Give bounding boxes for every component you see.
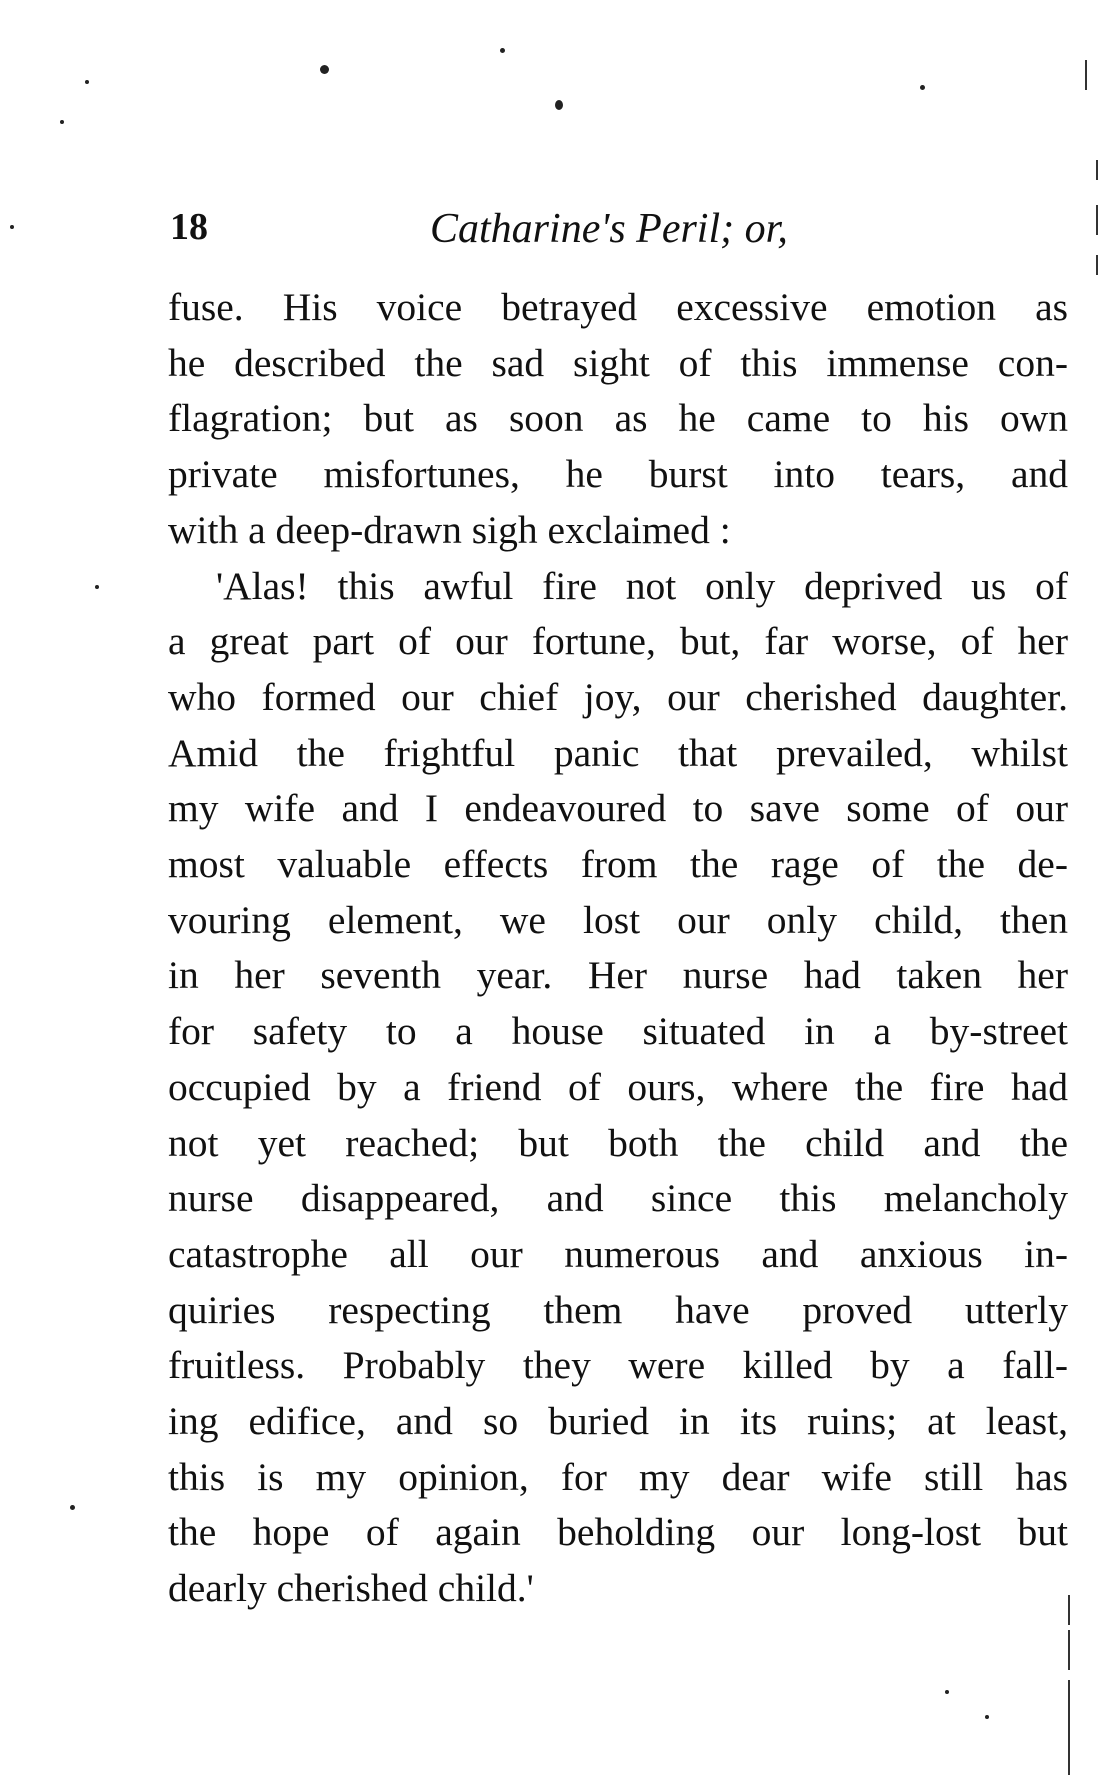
text-line: quiries respecting them have proved utterly (168, 1287, 1068, 1332)
text-line: nurse disappeared, and since this melancholy (168, 1176, 1068, 1221)
scan-speck (70, 1505, 75, 1510)
text-line: fuse. His voice betrayed excessive emotion as (168, 285, 1068, 329)
scan-edge-line (1085, 60, 1087, 90)
text-line: catastrophe all our numerous and anxious in- (168, 1231, 1068, 1276)
text-line: Amid the frightful panic that prevailed, whilst (168, 730, 1068, 775)
scan-speck (985, 1715, 989, 1719)
scan-edge-line (1068, 1595, 1070, 1625)
scan-edge-line (1096, 255, 1098, 275)
text-line: my wife and I endeavoured to save some of our (168, 786, 1068, 831)
scan-speck (320, 65, 329, 74)
text-line: he described the sad sight of this immense con- (168, 340, 1068, 385)
scan-speck (85, 80, 89, 84)
scan-speck (60, 120, 64, 124)
text-line: who formed our chief joy, our cherished daughter. (168, 674, 1068, 719)
text-line: vouring element, we lost our only child, then (168, 897, 1068, 942)
scan-edge-line (1096, 205, 1098, 235)
scan-speck (945, 1690, 949, 1694)
text-line: the hope of again beholding our long-lost but (168, 1510, 1068, 1555)
scan-speck (500, 48, 505, 53)
scan-speck (95, 585, 99, 589)
text-line: private misfortunes, he burst into tears, and (168, 452, 1068, 497)
scan-edge-line (1068, 1680, 1070, 1775)
text-line: not yet reached; but both the child and the (168, 1120, 1068, 1165)
text-line: occupied by a friend of ours, where the fire had (168, 1064, 1068, 1109)
text-line: flagration; but as soon as he came to his own (168, 396, 1068, 441)
body-text (168, 280, 1068, 1617)
scan-speck (10, 225, 14, 229)
text-line: fruitless. Probably they were killed by a fall- (168, 1343, 1068, 1388)
text-line: ing edifice, and so buried in its ruins; at least, (168, 1399, 1068, 1444)
page-number: 18 (170, 206, 208, 248)
text-line: for safety to a house situated in a by-street (168, 1009, 1068, 1054)
text-line: dearly cherished child.' (168, 1566, 534, 1611)
text-line: this is my opinion, for my dear wife still has (168, 1454, 1068, 1499)
running-title: Catharine's Peril; or, (430, 206, 788, 252)
text-line: 'Alas! this awful fire not only deprived us of (216, 563, 1068, 608)
scan-speck (555, 100, 563, 110)
scan-speck (920, 85, 925, 90)
text-line: with a deep-drawn sigh exclaimed : (168, 507, 731, 552)
text-line: most valuable effects from the rage of the de- (168, 842, 1068, 887)
scan-edge-line (1068, 1630, 1070, 1670)
scan-edge-line (1096, 160, 1098, 180)
page-header (170, 205, 1070, 265)
text-line: in her seventh year. Her nurse had taken her (168, 953, 1068, 998)
text-line: a great part of our fortune, but, far worse, of her (168, 619, 1068, 664)
